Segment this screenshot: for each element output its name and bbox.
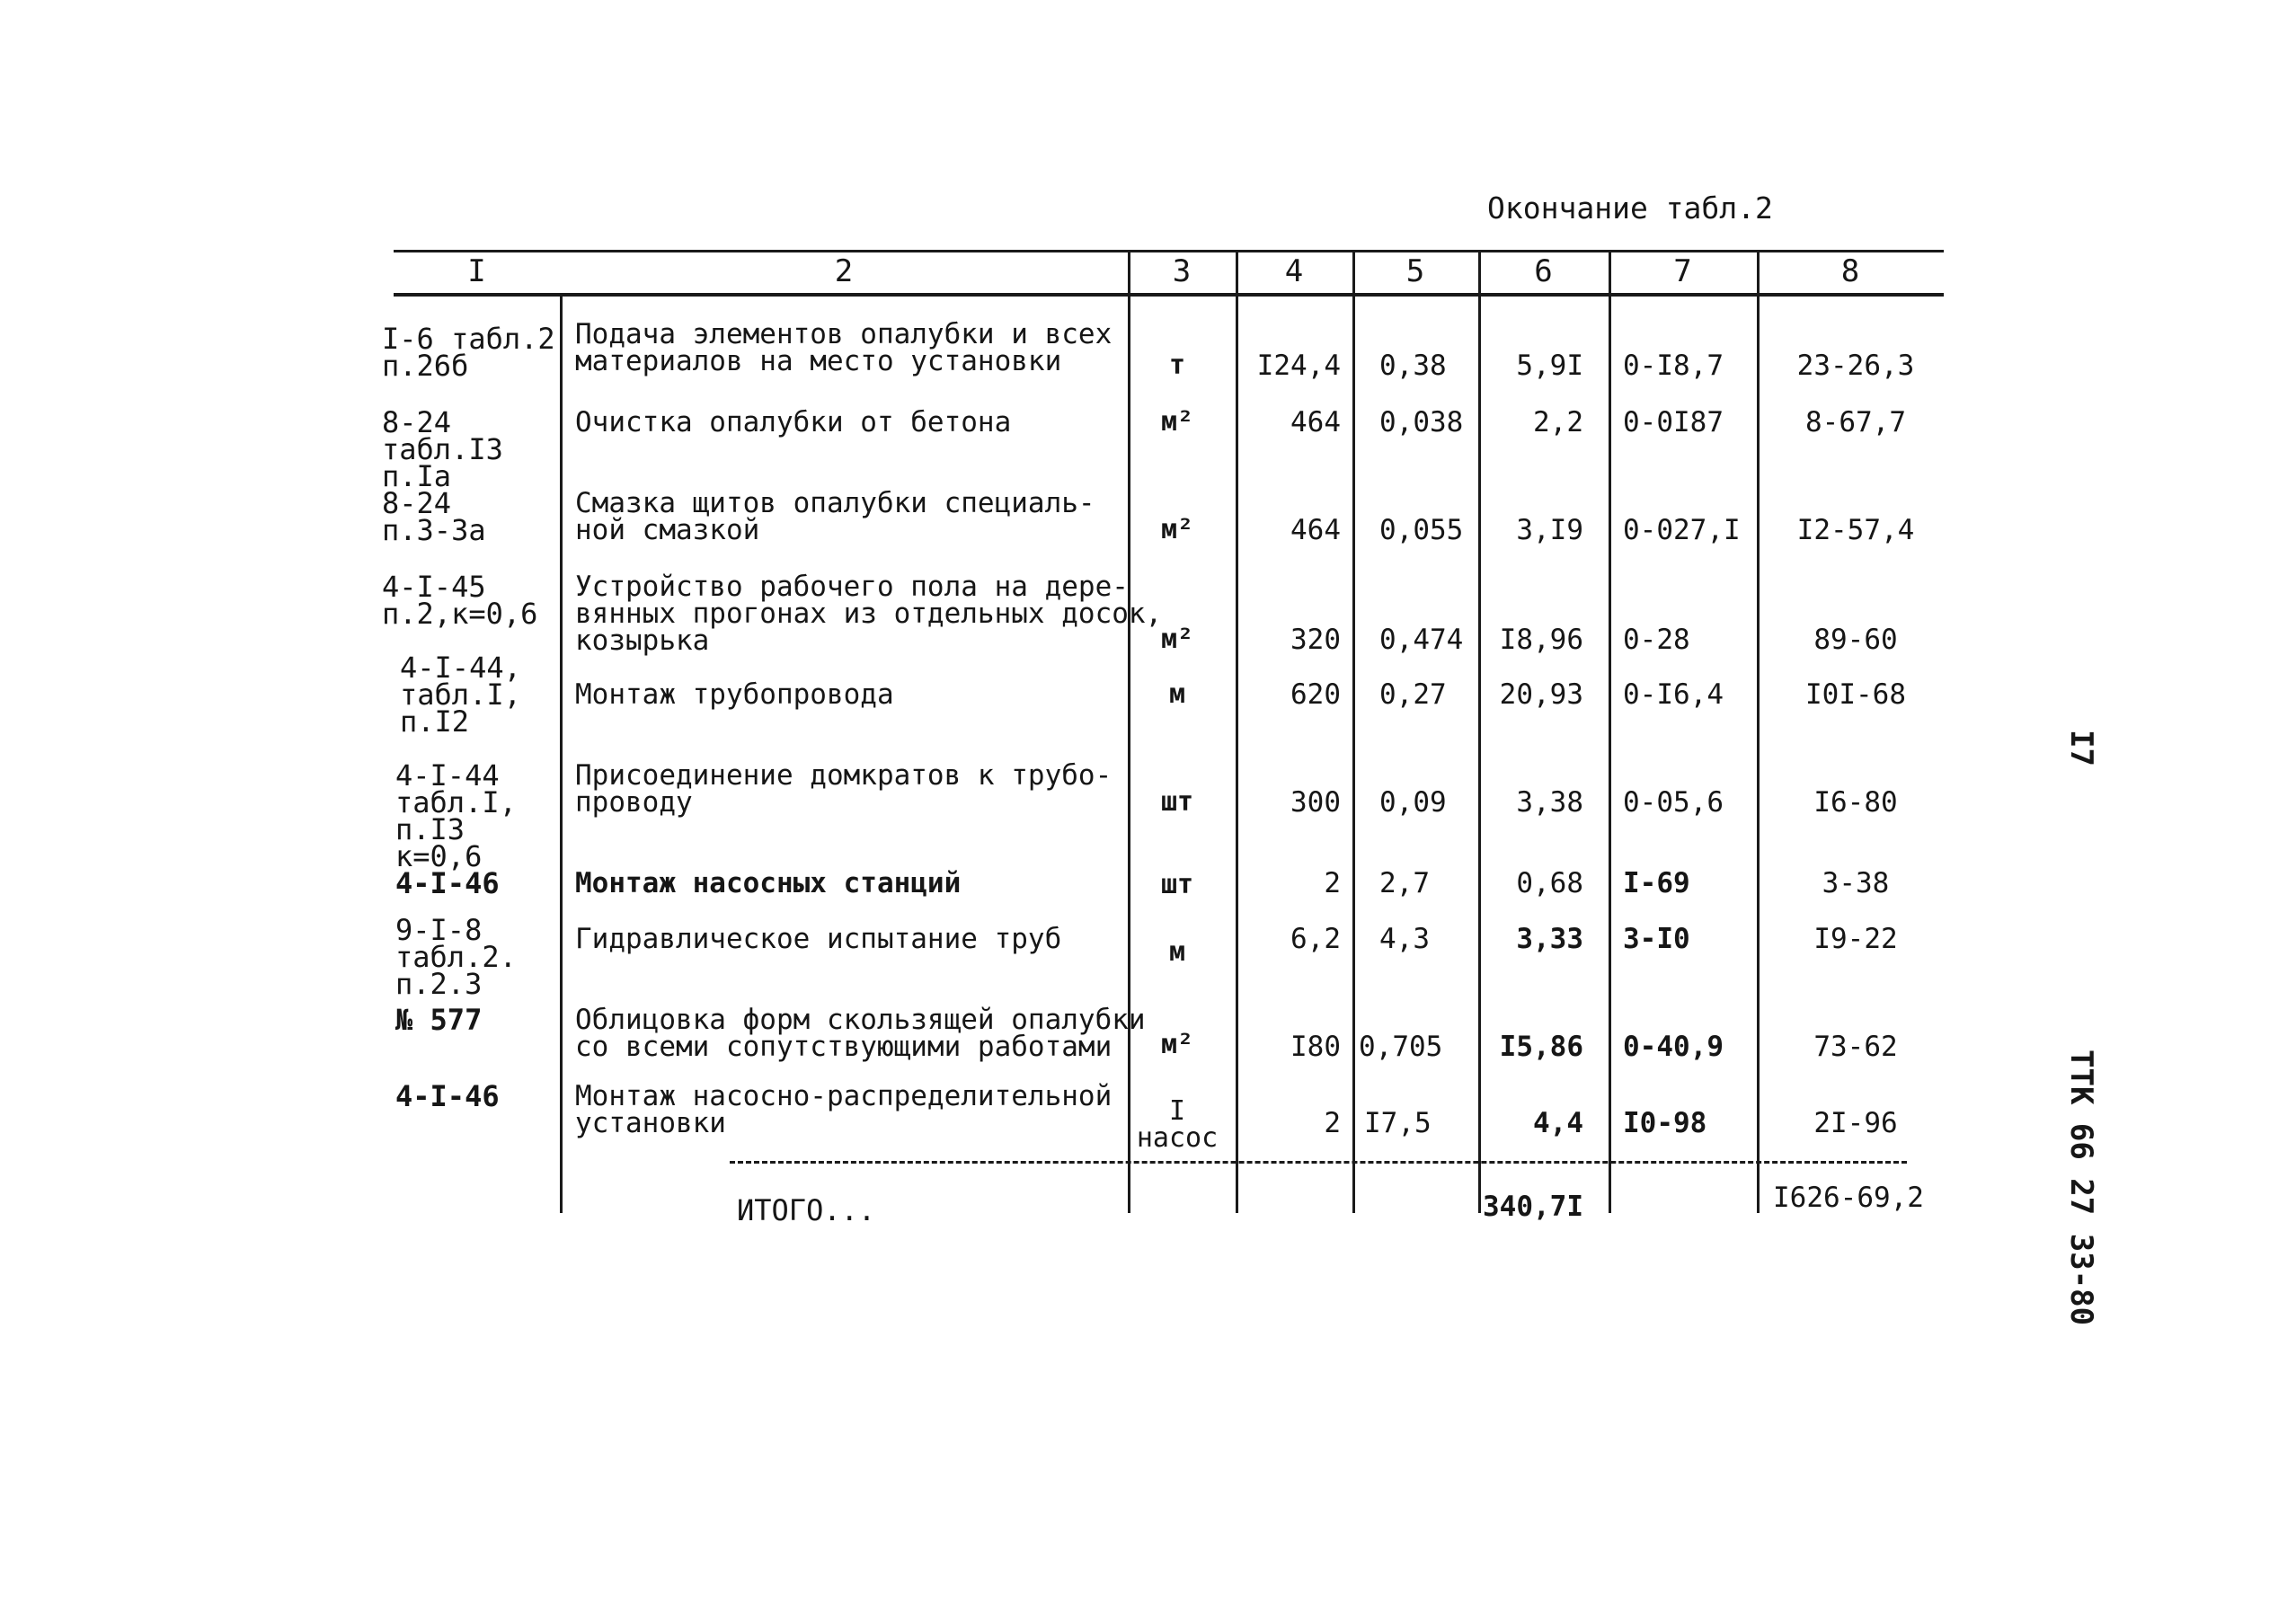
row-1-description: Подача элементов опалубки и всех материалов на место установки: [575, 318, 1113, 377]
row-8-code: 9-I-8 табл.2. п.2.3: [395, 913, 517, 1001]
col-divider-2-3: [1128, 252, 1130, 1213]
row-3-code: 8-24 п.3-3а: [382, 486, 486, 547]
row-4-cost: 89-60: [1813, 624, 1898, 656]
row-6-unit: шт: [1160, 786, 1194, 818]
header-col-8: 8: [1840, 253, 1860, 289]
total-cost: I626-69,2: [1773, 1182, 1924, 1214]
row-7-quantity: 2: [1324, 867, 1341, 899]
row-5-labor: 20,93: [1499, 678, 1583, 711]
col-divider-5-6: [1478, 252, 1481, 1213]
row-5-quantity: 620: [1290, 678, 1341, 711]
col-divider-3-4: [1236, 252, 1238, 1213]
row-10-description: Монтаж насосно-распределительной установки: [575, 1080, 1113, 1139]
row-8-cost: I9-22: [1813, 923, 1898, 955]
row-6-norm: 0,09: [1379, 786, 1447, 819]
row-1-quantity: I24,4: [1256, 350, 1341, 382]
row-1-rate: 0-I8,7: [1623, 350, 1724, 382]
row-7-description: Монтаж насосных станций: [575, 867, 962, 899]
row-7-norm: 2,7: [1379, 867, 1430, 899]
row-2-cost: 8-67,7: [1805, 406, 1906, 438]
row-9-labor: I5,86: [1499, 1031, 1583, 1063]
row-2-norm: 0,038: [1379, 406, 1464, 438]
row-5-rate: 0-I6,4: [1623, 678, 1724, 711]
row-5-code: 4-I-44, табл.I, п.I2: [400, 651, 521, 739]
row-7-rate: I-69: [1623, 867, 1690, 899]
row-3-labor: 3,I9: [1516, 514, 1583, 546]
header-col-2: 2: [834, 253, 854, 289]
row-8-norm: 4,3: [1379, 923, 1430, 955]
row-1-unit: т: [1168, 350, 1186, 381]
row-6-labor: 3,38: [1516, 786, 1583, 819]
row-6-rate: 0-05,6: [1623, 786, 1724, 819]
col-divider-1-2: [560, 297, 563, 1213]
row-7-labor: 0,68: [1516, 867, 1583, 899]
header-col-3: 3: [1172, 253, 1192, 289]
row-4-code: 4-I-45 п.2,к=0,6: [382, 570, 538, 631]
row-7-code: 4-I-46: [395, 866, 500, 900]
col-divider-6-7: [1609, 252, 1611, 1213]
row-10-unit: I насос: [1136, 1095, 1219, 1154]
total-label: ИТОГО...: [737, 1193, 876, 1227]
row-8-quantity: 6,2: [1290, 923, 1341, 955]
row-4-labor: I8,96: [1499, 624, 1583, 656]
row-10-labor: 4,4: [1533, 1107, 1583, 1139]
total-separator: [730, 1161, 1907, 1164]
row-4-description: Устройство рабочего пола на дере- вянных прогонах из отдельных досок, козырька: [575, 571, 1163, 657]
row-4-unit: м²: [1160, 624, 1194, 655]
row-4-norm: 0,474: [1379, 624, 1464, 656]
row-8-rate: 3-I0: [1623, 923, 1690, 955]
row-5-unit: м: [1168, 678, 1186, 710]
header-col-6: 6: [1534, 253, 1553, 289]
side-document-code: ТТК 66 27 33-80: [2063, 1049, 2099, 1326]
row-9-code: № 577: [395, 1003, 483, 1037]
row-8-description: Гидравлическое испытание труб: [575, 923, 1062, 955]
row-9-cost: 73-62: [1813, 1031, 1898, 1063]
row-10-quantity: 2: [1324, 1107, 1341, 1139]
row-6-quantity: 300: [1290, 786, 1341, 819]
row-4-quantity: 320: [1290, 624, 1341, 656]
col-divider-7-8: [1757, 252, 1760, 1213]
col-divider-4-5: [1352, 252, 1355, 1213]
header-col-1: I: [467, 253, 486, 289]
row-5-cost: I0I-68: [1805, 678, 1906, 711]
row-8-unit: м: [1168, 936, 1186, 968]
row-6-description: Присоединение домкратов к трубо- проводу: [575, 759, 1113, 819]
header-bottom-rule: [394, 293, 1944, 297]
row-5-description: Монтаж трубопровода: [575, 678, 894, 711]
row-10-norm: I7,5: [1364, 1107, 1432, 1139]
header-col-5: 5: [1405, 253, 1425, 289]
row-10-code: 4-I-46: [395, 1079, 500, 1113]
total-labor: 340,7I: [1483, 1191, 1583, 1223]
row-1-code: I-6 табл.2 п.26б: [382, 322, 555, 383]
row-6-cost: I6-80: [1813, 786, 1898, 819]
row-1-labor: 5,9I: [1516, 350, 1583, 382]
row-9-rate: 0-40,9: [1623, 1031, 1724, 1063]
row-2-rate: 0-0I87: [1623, 406, 1724, 438]
row-2-description: Очистка опалубки от бетона: [575, 406, 1012, 438]
row-9-unit: м²: [1160, 1029, 1194, 1060]
row-3-norm: 0,055: [1379, 514, 1464, 546]
row-9-norm: 0,705: [1359, 1031, 1443, 1063]
row-5-norm: 0,27: [1379, 678, 1447, 711]
row-9-quantity: I80: [1290, 1031, 1341, 1063]
table-caption: Окончание табл.2: [1487, 190, 1773, 226]
header-col-7: 7: [1673, 253, 1692, 289]
row-4-rate: 0-28: [1623, 624, 1690, 656]
row-6-code: 4-I-44 табл.I, п.I3 к=0,6: [395, 758, 517, 873]
row-3-unit: м²: [1160, 514, 1194, 545]
row-2-labor: 2,2: [1533, 406, 1583, 438]
row-7-cost: 3-38: [1822, 867, 1890, 899]
row-2-unit: м²: [1160, 406, 1194, 438]
row-7-unit: шт: [1160, 869, 1194, 900]
row-9-description: Облицовка форм скользящей опалубки со всеми сопутствующими работами: [575, 1004, 1146, 1063]
side-page-number: I7: [2063, 730, 2099, 766]
row-1-cost: 23-26,3: [1796, 350, 1915, 382]
row-2-code: 8-24 табл.I3 п.Iа: [382, 405, 503, 493]
row-1-norm: 0,38: [1379, 350, 1447, 382]
row-10-rate: I0-98: [1623, 1107, 1707, 1139]
row-3-quantity: 464: [1290, 514, 1341, 546]
row-3-description: Смазка щитов опалубки специаль- ной смазкой: [575, 487, 1095, 546]
header-col-4: 4: [1284, 253, 1304, 289]
row-3-cost: I2-57,4: [1796, 514, 1915, 546]
row-10-cost: 2I-96: [1813, 1107, 1898, 1139]
row-3-rate: 0-027,I: [1623, 514, 1741, 546]
row-8-labor: 3,33: [1516, 923, 1583, 955]
row-2-quantity: 464: [1290, 406, 1341, 438]
